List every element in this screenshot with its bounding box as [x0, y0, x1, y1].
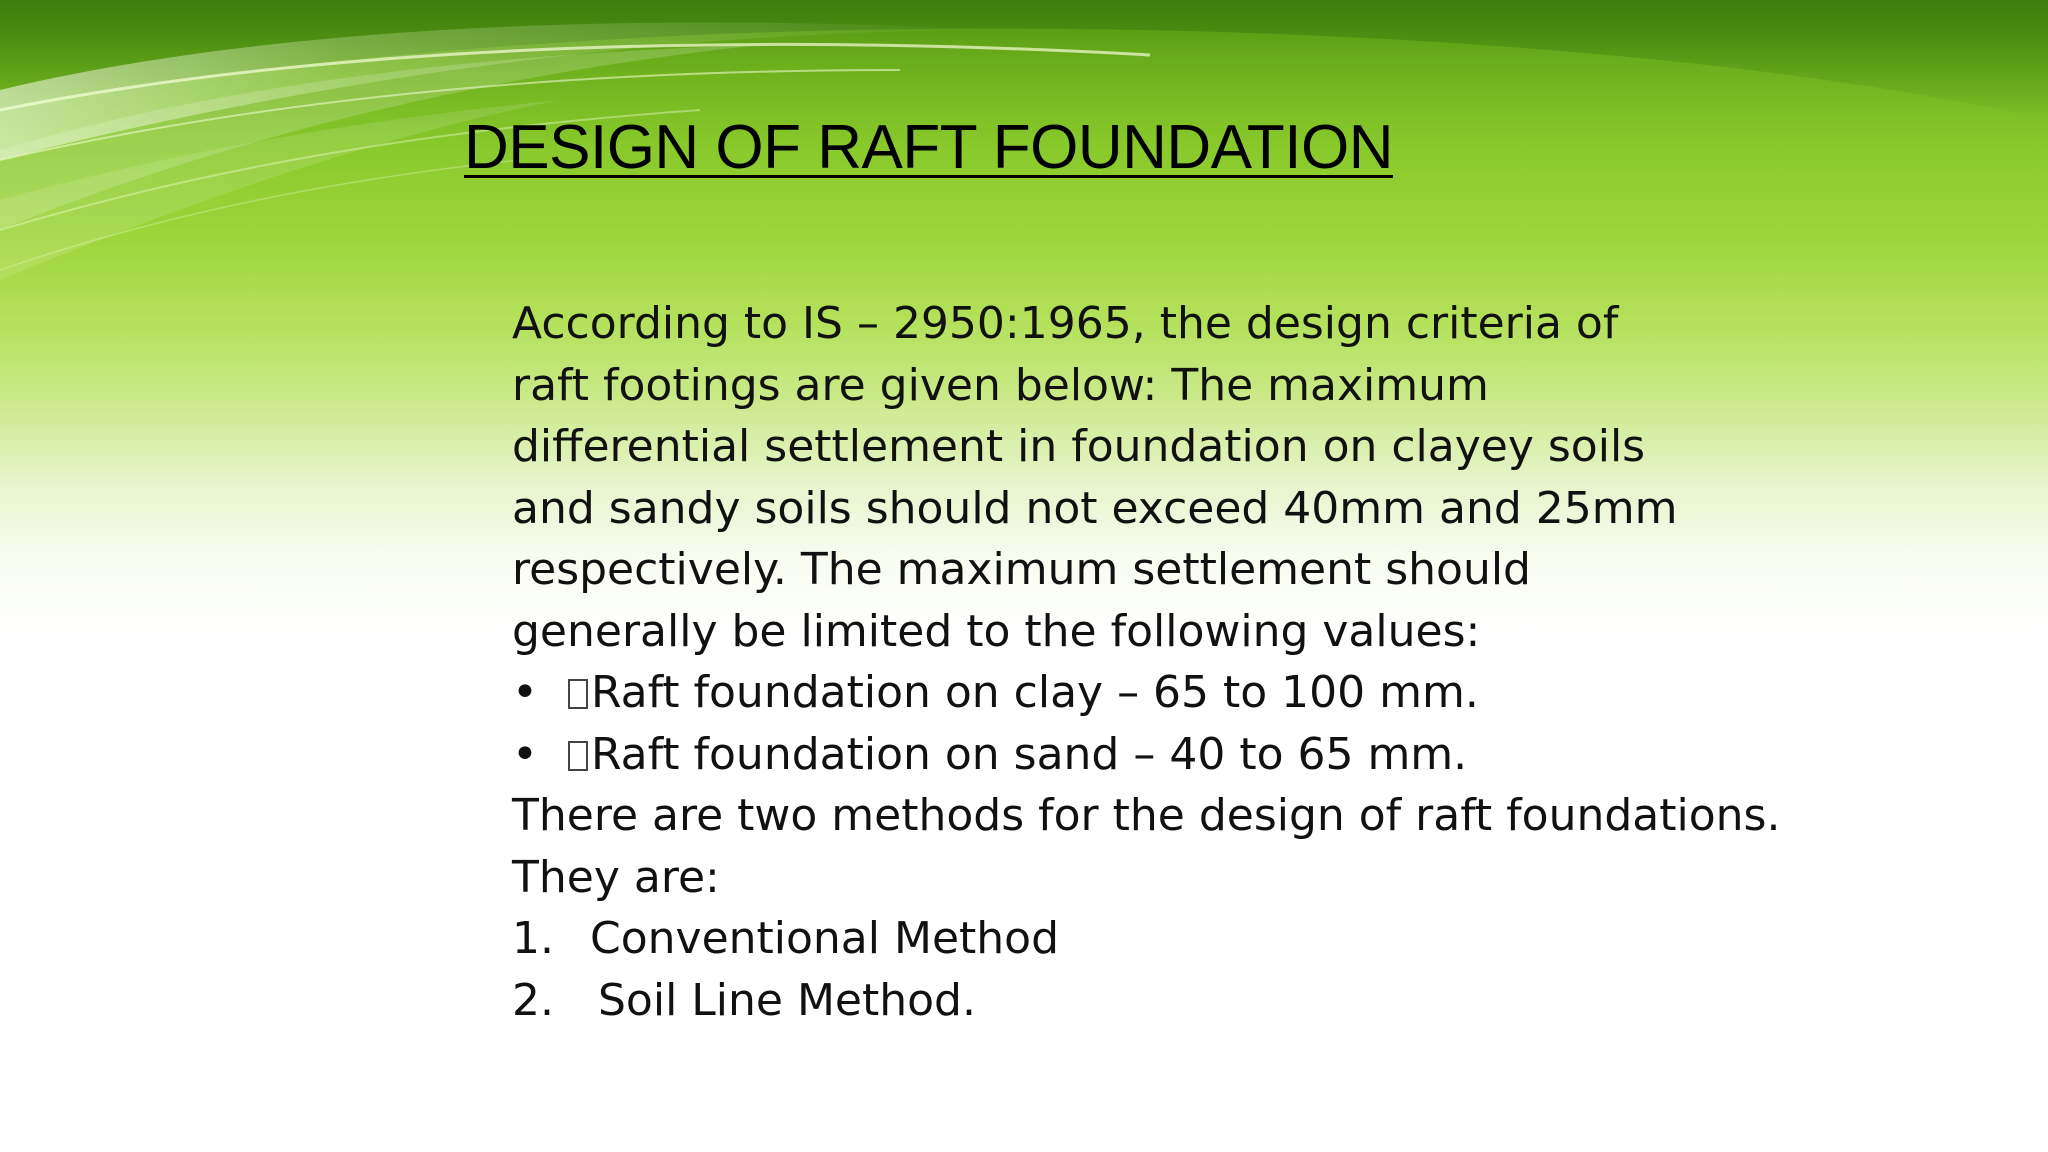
method-item	[512, 908, 1752, 970]
intro-line: and sandy soils should not exceed 40mm and 25mm	[512, 482, 1678, 534]
method-text: Conventional Method	[590, 913, 1060, 964]
slide-body	[512, 293, 1781, 1031]
intro-line: raft footings are given below: The maximum	[512, 359, 1489, 411]
bullet-content	[568, 724, 1467, 786]
bullet-marker: •	[512, 667, 538, 718]
methods-line: There are two methods for the design of raft foundations.	[512, 790, 1781, 841]
method-number: 2.	[512, 974, 554, 1026]
method-item	[512, 970, 1752, 1032]
missing-glyph-icon	[568, 741, 588, 771]
bullet-text: Raft foundation on clay – 65 to 100 mm.	[591, 667, 1479, 718]
intro-line: differential settlement in foundation on clayey soils	[512, 421, 1646, 472]
method-text: Soil Line Method.	[598, 974, 976, 1026]
slide-title: DESIGN OF RAFT FOUNDATION	[464, 113, 1394, 182]
bullet-text: Raft foundation on sand – 40 to 65 mm.	[591, 728, 1468, 780]
method-number: 1.	[512, 913, 554, 964]
bullet-marker: •	[512, 728, 538, 780]
bullet-item	[512, 724, 1752, 786]
bullet-item	[512, 662, 1752, 724]
intro-line: According to IS – 2950:1965, the design criteria of	[512, 298, 1619, 349]
bullet-content	[568, 662, 1479, 724]
methods-line: They are:	[512, 851, 720, 903]
missing-glyph-icon	[568, 679, 588, 709]
intro-line: generally be limited to the following values:	[512, 605, 1481, 657]
intro-line: respectively. The maximum settlement should	[512, 544, 1531, 595]
